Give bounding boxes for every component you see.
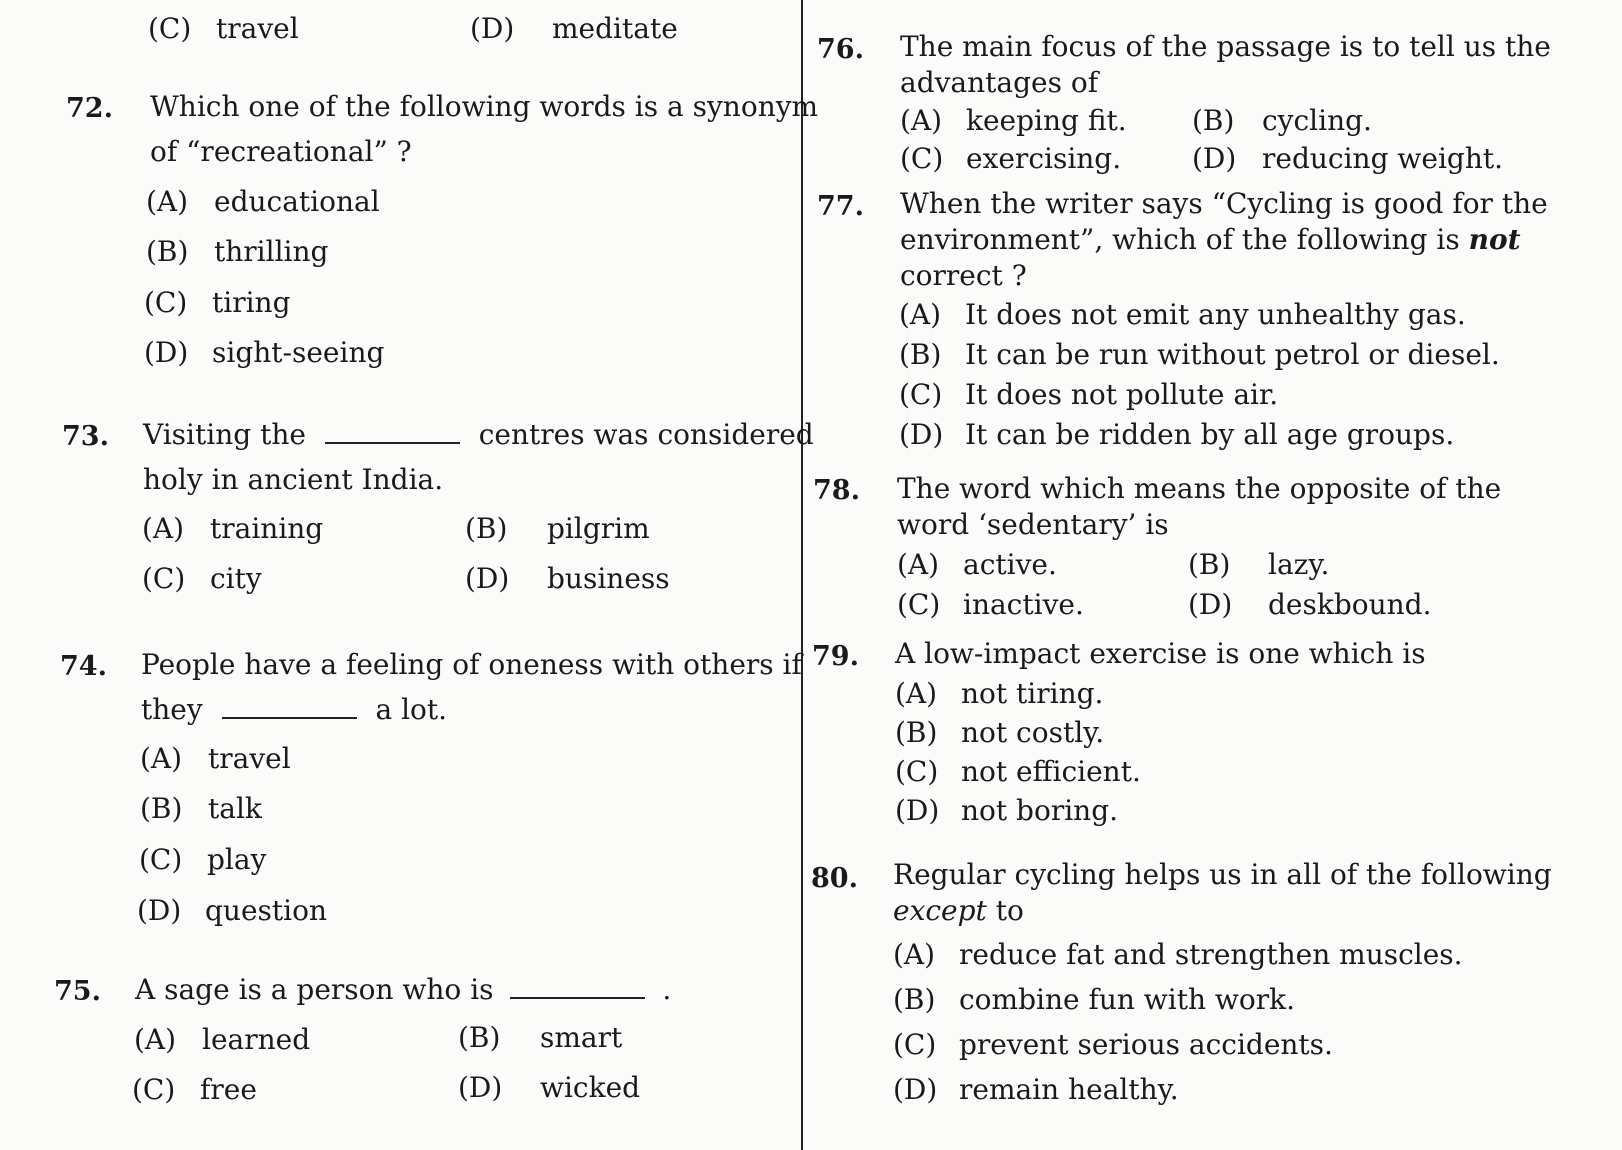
option-q71-c[interactable]: (C) travel <box>148 12 299 45</box>
option-q73-d[interactable]: (D) business <box>465 562 670 595</box>
option-q74-d[interactable]: (D) question <box>137 894 327 927</box>
option-q78-c[interactable]: (C) inactive. <box>897 588 1084 621</box>
option-q80-c[interactable]: (C) prevent serious accidents. <box>893 1028 1333 1061</box>
option-q77-b[interactable]: (B) It can be run without petrol or diesel. <box>899 338 1500 371</box>
option-q76-a[interactable]: (A) keeping fit. <box>900 104 1127 137</box>
option-q75-c[interactable]: (C) free <box>132 1073 257 1106</box>
column-divider <box>801 0 803 1150</box>
question-text: of “recreational” ? <box>150 135 412 168</box>
question-number: 79. <box>812 641 859 672</box>
option-q77-c[interactable]: (C) It does not pollute air. <box>899 378 1279 411</box>
option-q74-b[interactable]: (B) talk <box>140 792 262 825</box>
question-number: 75. <box>54 976 101 1007</box>
option-q75-d[interactable]: (D) wicked <box>458 1071 641 1104</box>
question-text: advantages of <box>900 66 1099 99</box>
option-q71-d[interactable]: (D) meditate <box>470 12 678 45</box>
option-q72-d[interactable]: (D) sight-seeing <box>144 336 385 369</box>
question-number: 74. <box>60 651 107 682</box>
question-text: correct ? <box>900 259 1027 292</box>
option-q76-b[interactable]: (B) cycling. <box>1192 104 1372 137</box>
option-q80-a[interactable]: (A) reduce fat and strengthen muscles. <box>893 938 1463 971</box>
question-text: A low-impact exercise is one which is <box>895 637 1426 670</box>
option-q72-a[interactable]: (A) educational <box>146 185 380 218</box>
option-q80-b[interactable]: (B) combine fun with work. <box>893 983 1295 1016</box>
option-q73-a[interactable]: (A) training <box>142 512 324 545</box>
option-q76-d[interactable]: (D) reducing weight. <box>1192 142 1504 175</box>
option-q74-c[interactable]: (C) play <box>139 843 267 876</box>
question-text: The word which means the opposite of the <box>897 472 1502 505</box>
question-number: 72. <box>66 93 113 124</box>
option-q78-d[interactable]: (D) deskbound. <box>1188 588 1432 621</box>
question-text: People have a feeling of oneness with others if <box>141 648 802 681</box>
option-q77-d[interactable]: (D) It can be ridden by all age groups. <box>899 418 1455 451</box>
option-q80-d[interactable]: (D) remain healthy. <box>893 1073 1179 1106</box>
option-q79-c[interactable]: (C) not efficient. <box>895 755 1141 788</box>
question-text: environment”, which of the following is not <box>900 223 1521 256</box>
option-q72-c[interactable]: (C) tiring <box>144 286 291 319</box>
question-text: When the writer says “Cycling is good for the <box>900 187 1548 220</box>
option-q79-b[interactable]: (B) not costly. <box>895 716 1105 749</box>
question-number: 80. <box>811 863 858 894</box>
option-q76-c[interactable]: (C) exercising. <box>900 142 1122 175</box>
option-q78-a[interactable]: (A) active. <box>897 548 1057 581</box>
option-q79-d[interactable]: (D) not boring. <box>895 794 1119 827</box>
question-text: holy in ancient India. <box>143 463 444 496</box>
question-text: word ‘sedentary’ is <box>897 508 1169 541</box>
question-text: The main focus of the passage is to tell us the <box>900 30 1551 63</box>
answer-blank <box>222 716 357 719</box>
option-q79-a[interactable]: (A) not tiring. <box>895 677 1104 710</box>
option-q73-c[interactable]: (C) city <box>142 562 262 595</box>
question-text: they a lot. <box>141 693 448 726</box>
option-q73-b[interactable]: (B) pilgrim <box>465 512 650 545</box>
question-number: 73. <box>62 421 109 452</box>
question-text: A sage is a person who is . <box>135 973 672 1006</box>
answer-blank <box>510 996 645 999</box>
option-q78-b[interactable]: (B) lazy. <box>1188 548 1330 581</box>
option-q72-b[interactable]: (B) thrilling <box>146 235 329 268</box>
question-text: Which one of the following words is a synonym <box>150 90 819 123</box>
option-q75-a[interactable]: (A) learned <box>134 1023 311 1056</box>
question-text: except to <box>893 894 1024 927</box>
answer-blank <box>325 441 460 444</box>
question-text: Regular cycling helps us in all of the following <box>893 858 1552 891</box>
question-text: Visiting the centres was considered <box>143 418 814 451</box>
question-number: 76. <box>817 34 864 65</box>
option-q77-a[interactable]: (A) It does not emit any unhealthy gas. <box>899 298 1466 331</box>
question-number: 77. <box>817 191 864 222</box>
question-number: 78. <box>813 475 860 506</box>
option-q75-b[interactable]: (B) smart <box>458 1021 623 1054</box>
option-q74-a[interactable]: (A) travel <box>140 742 291 775</box>
